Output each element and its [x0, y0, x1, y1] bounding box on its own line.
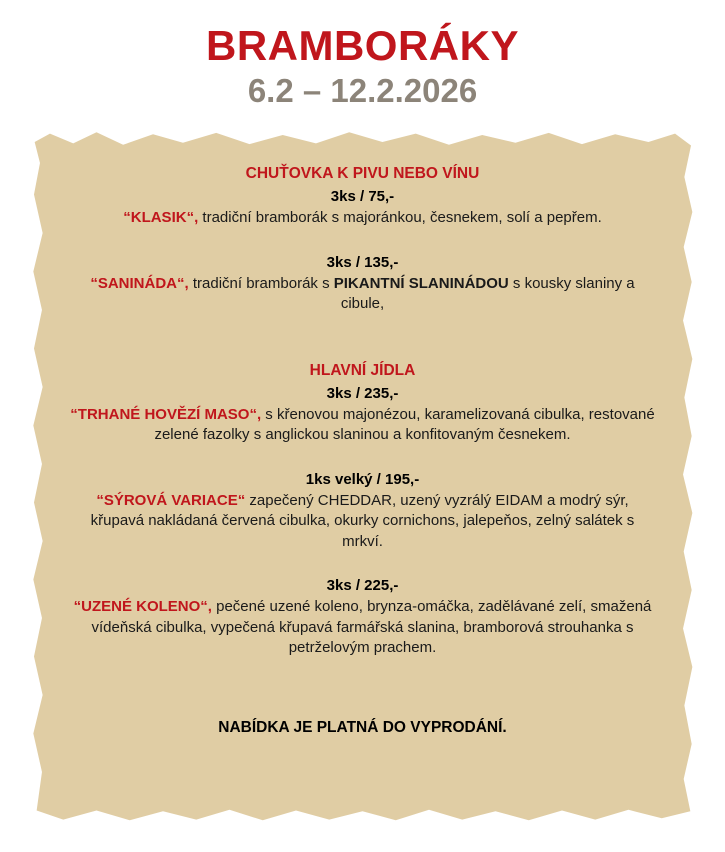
item-detail-post: s kousky slaniny a cibule,	[340, 274, 635, 313]
item-name: “KLASIK“,	[123, 209, 199, 227]
item-detail-pre: tradiční bramborák s	[188, 274, 334, 292]
spacer	[64, 446, 661, 468]
item-detail: tradiční bramborák s majoránkou, česnekem, solí a pepřem.	[198, 209, 602, 227]
spacer	[64, 229, 661, 251]
item-detail-emphasis: PIKANTNÍ SLANINÁDOU	[333, 274, 509, 292]
availability-note: NABÍDKA JE PLATNÁ DO VYPRODÁNÍ.	[218, 719, 507, 737]
item-detail: zapečený CHEDDAR, uzený vyzrálý EIDAM a modrý sýr, křupavá nakládaná červená cibulka, okurky cornichons, jalepeňos, zelný salátek s mrkví.	[90, 491, 635, 550]
item-name: “TRHANÉ HOVĚZÍ MASO“,	[70, 405, 262, 423]
spacer	[64, 704, 661, 718]
page-title: BRAMBORÁKY	[206, 22, 519, 69]
item-price: 1ks velký / 195,-	[305, 470, 420, 488]
item-detail: pečené uzené koleno, brynza-omáčka, zadělávané zelí, smažená vídeňská cibulka, vypečená křupavá farmářská slanina, bramborová strouhanka s petrželovým prachem.	[91, 598, 652, 656]
section-heading-chutovka: CHUŤOVKA K PIVU NEBO VÍNU	[245, 165, 480, 182]
parchment-panel	[30, 128, 695, 828]
item-price: 3ks / 235,-	[326, 384, 399, 402]
section-heading-hlavni-jidla: HLAVNÍ JÍDLA	[309, 361, 416, 379]
item-name: “SANINÁDA“,	[90, 274, 189, 292]
item-detail: s křenovou majonézou, karamelizovaná cibulka, restované zelené fazolky s anglickou slaninou a konfitovaným česnekem.	[154, 405, 655, 444]
item-name: “SÝROVÁ VARIACE“	[96, 491, 246, 509]
date-range: 6.2 – 12.2.2026	[247, 71, 478, 109]
menu-content	[30, 128, 695, 828]
item-description	[64, 491, 661, 552]
item-description	[64, 597, 661, 658]
spacer	[64, 315, 661, 361]
spacer	[64, 552, 661, 574]
page-header	[0, 0, 725, 109]
item-description	[64, 208, 661, 228]
item-description	[64, 405, 661, 446]
item-price: 3ks / 135,-	[326, 253, 399, 271]
item-name: “UZENÉ KOLENO“,	[73, 598, 212, 616]
item-price: 3ks / 75,-	[330, 187, 395, 205]
spacer	[64, 658, 661, 704]
item-description	[64, 274, 661, 315]
item-price: 3ks / 225,-	[326, 576, 399, 594]
